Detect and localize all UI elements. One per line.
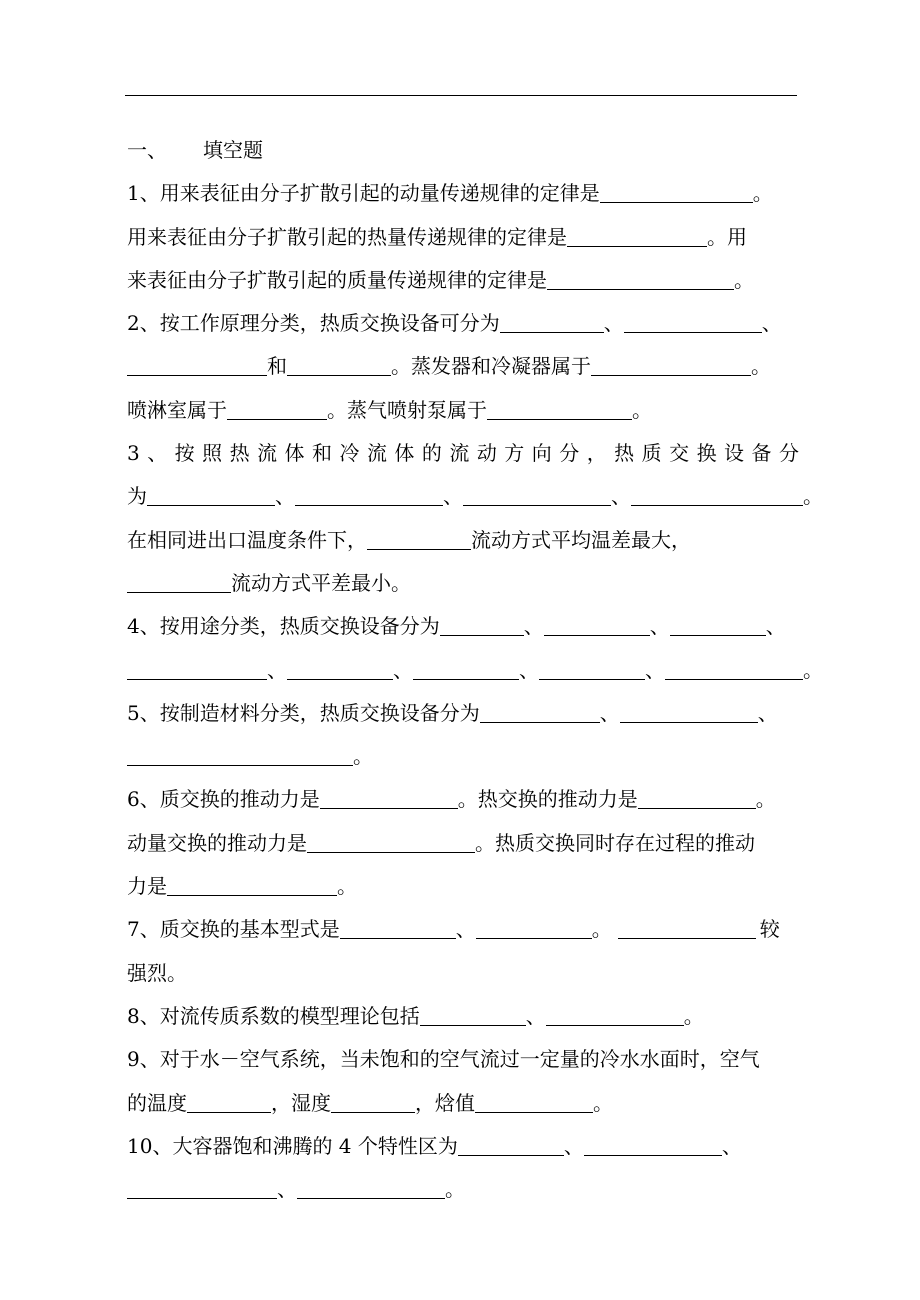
answer-blank[interactable] bbox=[147, 504, 275, 506]
section-number: 一、 bbox=[127, 138, 167, 162]
answer-blank[interactable] bbox=[295, 504, 443, 506]
q3-line-3 bbox=[127, 519, 799, 562]
answer-blank[interactable] bbox=[187, 1111, 271, 1113]
q2-line-3 bbox=[127, 389, 799, 432]
q3-text: 为 bbox=[127, 484, 147, 509]
q2-text: 2、按工作原理分类，热质交换设备可分为 bbox=[127, 311, 500, 336]
section-heading bbox=[127, 129, 799, 172]
q10-text: 。 bbox=[445, 1177, 465, 1202]
answer-blank[interactable] bbox=[127, 764, 353, 766]
q6-line-1 bbox=[127, 778, 799, 821]
answer-blank[interactable] bbox=[127, 678, 267, 680]
q4-line-2 bbox=[127, 649, 823, 692]
q7-text: 。 bbox=[591, 917, 612, 942]
answer-blank[interactable] bbox=[665, 678, 803, 680]
q1-line-3 bbox=[127, 259, 799, 302]
q3-text: 。 bbox=[803, 484, 823, 509]
answer-blank[interactable] bbox=[547, 288, 734, 290]
q2-text: 喷淋室属于 bbox=[127, 397, 227, 422]
answer-blank[interactable] bbox=[167, 894, 337, 896]
q8-line-1 bbox=[127, 995, 799, 1038]
answer-blank[interactable] bbox=[475, 1111, 593, 1113]
q8-text: 、 bbox=[525, 1003, 546, 1028]
answer-blank[interactable] bbox=[620, 721, 758, 723]
q1-text: 1、用来表征由分子扩散引起的动量传递规律的定律是 bbox=[127, 181, 600, 206]
answer-blank[interactable] bbox=[367, 548, 471, 550]
answer-blank[interactable] bbox=[480, 721, 600, 723]
q4-text: 、 bbox=[649, 614, 670, 639]
answer-blank[interactable] bbox=[631, 504, 803, 506]
q3-text: 流动方式平差最小。 bbox=[231, 570, 411, 595]
q4-text: 、 bbox=[765, 614, 786, 639]
q7-line-2: 强烈。 bbox=[127, 960, 187, 985]
q6-text: 力是 bbox=[127, 874, 167, 899]
q4-text: 、 bbox=[519, 657, 539, 682]
answer-blank[interactable] bbox=[340, 937, 456, 939]
q2-text: 和 bbox=[267, 354, 287, 379]
answer-blank[interactable] bbox=[584, 1154, 722, 1156]
answer-blank[interactable] bbox=[440, 634, 524, 636]
q4-text: 、 bbox=[267, 657, 287, 682]
q6-text: 。热质交换同时存在过程的推动 bbox=[475, 830, 755, 855]
q3-line-1: 3、按照热流体和冷流体的流动方向分，热质交换设备分 bbox=[127, 441, 799, 466]
q3-text: 、 bbox=[611, 484, 631, 509]
q7-text: 7、质交换的基本型式是 bbox=[127, 917, 340, 942]
q9-text: 。 bbox=[593, 1090, 613, 1115]
answer-blank[interactable] bbox=[670, 634, 766, 636]
q1-text: 用来表征由分子扩散引起的热量传递规律的定律是 bbox=[127, 224, 567, 249]
answer-blank[interactable] bbox=[487, 418, 632, 420]
q10-text: 、 bbox=[563, 1133, 584, 1158]
q4-text: 、 bbox=[523, 614, 544, 639]
q4-text: 、 bbox=[393, 657, 413, 682]
answer-blank[interactable] bbox=[127, 591, 231, 593]
q9-text: ，焓值 bbox=[415, 1090, 475, 1115]
answer-blank[interactable] bbox=[413, 678, 519, 680]
answer-blank[interactable] bbox=[544, 634, 650, 636]
q5-line-2 bbox=[127, 735, 799, 778]
worksheet-body bbox=[127, 129, 823, 1211]
q4-text: 、 bbox=[645, 657, 665, 682]
q1-text: 。 bbox=[752, 181, 773, 206]
q6-text: 。热交换的推动力是 bbox=[457, 787, 638, 812]
answer-blank[interactable] bbox=[458, 1154, 564, 1156]
q10-line-2 bbox=[127, 1168, 799, 1211]
q9-line-2 bbox=[127, 1082, 799, 1125]
q5-line-1 bbox=[127, 692, 799, 735]
q10-text: 、 bbox=[277, 1177, 297, 1202]
answer-blank[interactable] bbox=[500, 331, 604, 333]
answer-blank[interactable] bbox=[307, 851, 475, 853]
q1-text: 。用 bbox=[707, 224, 747, 249]
header-rule bbox=[125, 95, 797, 96]
answer-blank[interactable] bbox=[287, 374, 391, 376]
q3-text: 流动方式平均温差最大， bbox=[471, 527, 691, 552]
q1-line-2 bbox=[127, 216, 799, 259]
q7-line-1 bbox=[127, 908, 799, 951]
answer-blank[interactable] bbox=[227, 418, 327, 420]
q4-line-1 bbox=[127, 605, 799, 648]
q10-text: 、 bbox=[721, 1133, 742, 1158]
q5-text: 。 bbox=[353, 744, 373, 769]
q8-text: 。 bbox=[683, 1003, 704, 1028]
q5-text: 5、按制造材料分类，热质交换设备分为 bbox=[127, 700, 480, 725]
answer-blank[interactable] bbox=[638, 807, 756, 809]
answer-blank[interactable] bbox=[539, 678, 645, 680]
q6-text: 动量交换的推动力是 bbox=[127, 830, 307, 855]
answer-blank[interactable] bbox=[567, 245, 707, 247]
answer-blank[interactable] bbox=[624, 331, 762, 333]
q8-text: 8、对流传质系数的模型理论包括 bbox=[127, 1003, 420, 1028]
answer-blank[interactable] bbox=[331, 1111, 415, 1113]
q9-text: ，湿度 bbox=[271, 1090, 331, 1115]
answer-blank[interactable] bbox=[287, 678, 393, 680]
q7-text: 、 bbox=[455, 917, 476, 942]
q1-text: 。 bbox=[734, 267, 754, 292]
q2-text: 。 bbox=[751, 354, 771, 379]
q3-text: 、 bbox=[275, 484, 295, 509]
answer-blank[interactable] bbox=[600, 201, 753, 203]
answer-blank[interactable] bbox=[476, 937, 592, 939]
answer-blank[interactable] bbox=[420, 1024, 526, 1026]
q2-text: 。蒸发器和冷凝器属于 bbox=[391, 354, 591, 379]
q1-line-1 bbox=[127, 172, 799, 215]
q3-text: 、 bbox=[443, 484, 463, 509]
q2-line-2 bbox=[127, 345, 799, 388]
q2-text: 、 bbox=[761, 311, 782, 336]
q6-text: 6、质交换的推动力是 bbox=[127, 787, 320, 812]
q6-text: 。 bbox=[755, 787, 776, 812]
section-title: 填空题 bbox=[203, 138, 263, 162]
answer-blank[interactable] bbox=[127, 1197, 277, 1199]
q2-text: 。 bbox=[632, 397, 652, 422]
q7-text: 较 bbox=[759, 917, 780, 942]
q4-text: 。 bbox=[803, 657, 823, 682]
q5-text: 、 bbox=[757, 700, 778, 725]
q3-text: 在相同进出口温度条件下， bbox=[127, 527, 367, 552]
q3-line-4 bbox=[127, 562, 799, 605]
q10-text: 10、大容器饱和沸腾的 4 个特性区为 bbox=[127, 1133, 458, 1158]
q6-line-2 bbox=[127, 822, 799, 865]
answer-blank[interactable] bbox=[463, 504, 611, 506]
q2-text: 、 bbox=[603, 311, 624, 336]
q1-text: 来表征由分子扩散引起的质量传递规律的定律是 bbox=[127, 267, 547, 292]
answer-blank[interactable] bbox=[127, 374, 267, 376]
q6-line-3 bbox=[127, 865, 799, 908]
q9-line-1: 9、对于水－空气系统，当未饱和的空气流过一定量的冷水水面时，空气 bbox=[127, 1047, 760, 1072]
q10-line-1 bbox=[127, 1125, 799, 1168]
answer-blank[interactable] bbox=[591, 374, 751, 376]
answer-blank[interactable] bbox=[546, 1024, 684, 1026]
answer-blank[interactable] bbox=[618, 937, 756, 939]
q2-line-1 bbox=[127, 302, 799, 345]
q4-text: 4、按用途分类，热质交换设备分为 bbox=[127, 614, 440, 639]
q5-text: 、 bbox=[599, 700, 620, 725]
answer-blank[interactable] bbox=[297, 1197, 445, 1199]
q3-line-2 bbox=[127, 475, 823, 518]
answer-blank[interactable] bbox=[320, 807, 458, 809]
q9-text: 的温度 bbox=[127, 1090, 187, 1115]
q6-text: 。 bbox=[337, 874, 357, 899]
q2-text: 。蒸气喷射泵属于 bbox=[327, 397, 487, 422]
